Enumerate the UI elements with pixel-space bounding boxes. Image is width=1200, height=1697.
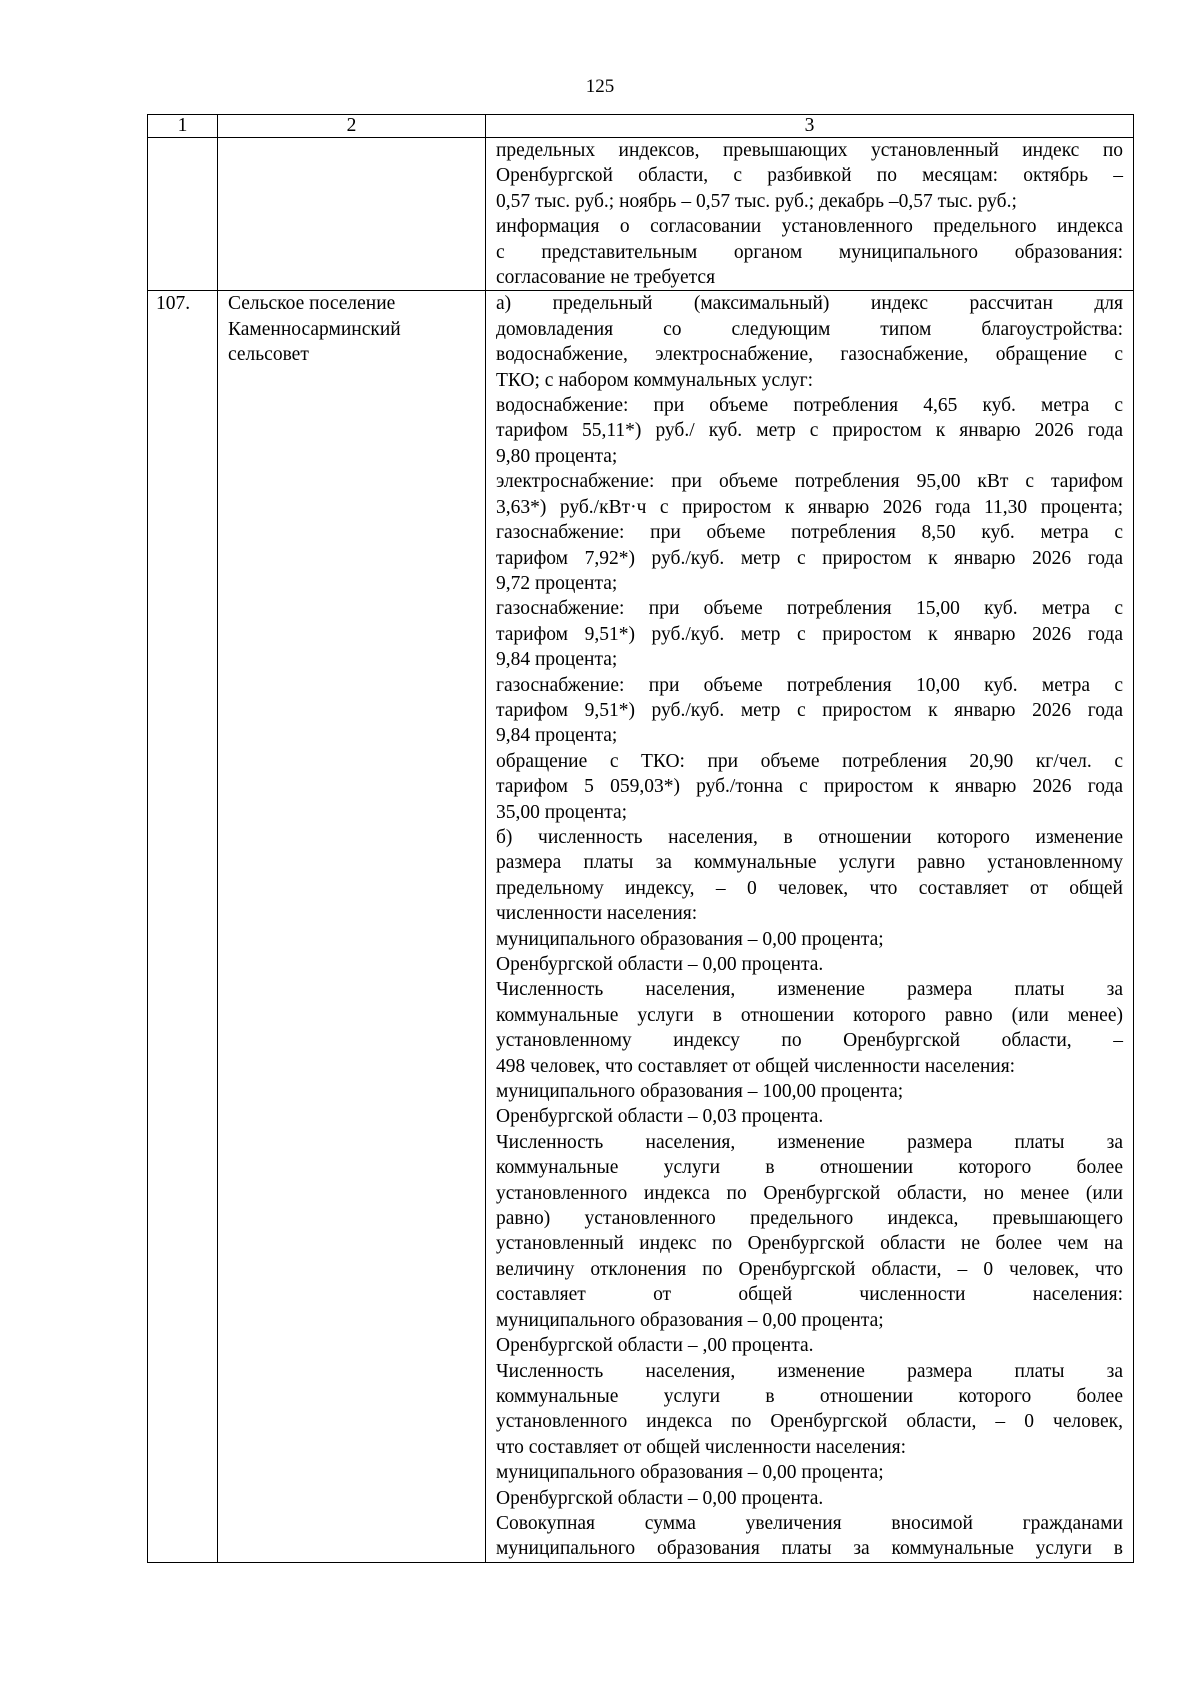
description-line: тарифом 9,51*) руб./куб. метр с приростом к январю 2026 года xyxy=(496,699,1123,721)
description-line: водоснабжение: при объеме потребления 4,65 куб. метра с xyxy=(496,395,1123,417)
description-cell xyxy=(486,138,1134,291)
description-line: Численность населения, изменение размера платы за xyxy=(496,1360,1123,1382)
description-line: 9,72 процента; xyxy=(496,572,618,594)
description-line: составляет от общей численности населения: xyxy=(496,1284,1123,1306)
table-row-continuation xyxy=(148,138,1134,291)
description-line: тарифом 55,11*) руб./ куб. метр с приростом к январю 2026 года xyxy=(496,420,1123,442)
municipality-name-cell xyxy=(218,138,486,291)
document-table xyxy=(147,114,1134,1563)
description-line: Оренбургской области – 0,03 процента. xyxy=(496,1106,824,1128)
description-line: муниципального образования – 0,00 процента; xyxy=(496,1462,884,1484)
description-line: тарифом 5 059,03*) руб./тонна с приростом к январю 2026 года xyxy=(496,776,1123,798)
row-number-cell xyxy=(148,138,218,291)
description-line: 0,57 тыс. руб.; ноябрь – 0,57 тыс. руб.; декабрь –0,57 тыс. руб.; xyxy=(496,190,1017,212)
description-line: установленному индексу по Оренбургской области, – xyxy=(496,1030,1123,1052)
description-line: что составляет от общей численности населения: xyxy=(496,1436,907,1458)
description-line: информация о согласовании установленного предельного индекса xyxy=(496,216,1123,238)
description-line: муниципального образования – 0,00 процента; xyxy=(496,928,884,950)
description-line: установленного индекса по Оренбургской области, но менее (или xyxy=(496,1182,1123,1204)
description-cell xyxy=(486,291,1134,1562)
description-line: предельному индексу, – 0 человек, что составляет от общей xyxy=(496,877,1123,899)
description-line: 9,84 процента; xyxy=(496,649,618,671)
description-line: б) численность населения, в отношении которого изменение xyxy=(496,826,1123,848)
description-line: муниципального образования – 100,00 процента; xyxy=(496,1081,904,1103)
description-line: газоснабжение: при объеме потребления 15,00 куб. метра с xyxy=(496,598,1123,620)
municipality-name-line: Сельское поселение xyxy=(228,293,396,315)
description-line: 3,63*) руб./кВт·ч с приростом к январю 2026 года 11,30 процента; xyxy=(496,496,1123,518)
description-line: численности населения: xyxy=(496,903,698,925)
description-line: Численность населения, изменение размера платы за xyxy=(496,979,1123,1001)
municipality-name-cell xyxy=(218,291,486,1562)
description-line: согласование не требуется xyxy=(496,267,716,289)
description-line: величину отклонения по Оренбургской области, – 0 человек, что xyxy=(496,1258,1123,1280)
description-line: Оренбургской области – 0,00 процента. xyxy=(496,1487,824,1509)
description-line: установленный индекс по Оренбургской области не более чем на xyxy=(496,1233,1123,1255)
description-line: газоснабжение: при объеме потребления 8,50 куб. метра с xyxy=(496,522,1123,544)
description-line: Оренбургской области – ,00 процента. xyxy=(496,1335,814,1357)
description-line: коммунальные услуги в отношении которого более xyxy=(496,1385,1123,1407)
description-line: Оренбургской области, с разбивкой по месяцам: октябрь – xyxy=(496,165,1123,187)
municipality-name-line: Каменносарминский xyxy=(228,318,401,340)
description-line: коммунальные услуги в отношении которого равно (или менее) xyxy=(496,1004,1123,1026)
description-line: с представительным органом муниципального образования: xyxy=(496,241,1123,263)
description-line: 9,84 процента; xyxy=(496,725,618,747)
description-line: муниципального образования платы за коммунальные услуги в xyxy=(496,1538,1123,1560)
description-line: тарифом 7,92*) руб./куб. метр с приростом к январю 2026 года xyxy=(496,547,1123,569)
column-header-3: 3 xyxy=(486,115,1134,138)
description-line: обращение с ТКО: при объеме потребления 20,90 кг/чел. с xyxy=(496,750,1123,772)
table-row-107 xyxy=(148,291,1134,1562)
column-header-1: 1 xyxy=(148,115,218,138)
description-line: установленного индекса по Оренбургской области, – 0 человек, xyxy=(496,1411,1123,1433)
description-line: а) предельный (максимальный) индекс рассчитан для xyxy=(496,293,1123,315)
municipality-name-line: сельсовет xyxy=(228,344,309,366)
row-number-cell: 107. xyxy=(148,291,218,1562)
description-line: предельных индексов, превышающих установленный индекс по xyxy=(496,140,1123,161)
description-line: 9,80 процента; xyxy=(496,445,618,467)
description-line: электроснабжение: при объеме потребления 95,00 кВт с тарифом xyxy=(496,471,1123,493)
column-header-2: 2 xyxy=(218,115,486,138)
description-line: 35,00 процента; xyxy=(496,801,628,823)
description-line: 498 человек, что составляет от общей численности населения: xyxy=(496,1055,1016,1077)
description-line: Численность населения, изменение размера платы за xyxy=(496,1131,1123,1153)
page-number: 125 xyxy=(585,76,615,97)
description-line: газоснабжение: при объеме потребления 10,00 куб. метра с xyxy=(496,674,1123,696)
description-line: муниципального образования – 0,00 процента; xyxy=(496,1309,884,1331)
description-line: ТКО; с набором коммунальных услуг: xyxy=(496,369,814,391)
description-line: домовладения со следующим типом благоустройства: xyxy=(496,318,1123,340)
description-line: тарифом 9,51*) руб./куб. метр с приростом к январю 2026 года xyxy=(496,623,1123,645)
description-line: коммунальные услуги в отношении которого более xyxy=(496,1157,1123,1179)
description-line: размера платы за коммунальные услуги равно установленному xyxy=(496,852,1123,874)
description-line: равно) установленного предельного индекса, превышающего xyxy=(496,1208,1123,1230)
table-header-row xyxy=(148,115,1134,138)
description-line: водоснабжение, электроснабжение, газоснабжение, обращение с xyxy=(496,344,1123,366)
description-line: Оренбургской области – 0,00 процента. xyxy=(496,954,824,975)
description-line: Совокупная сумма увеличения вносимой гражданами xyxy=(496,1512,1123,1534)
